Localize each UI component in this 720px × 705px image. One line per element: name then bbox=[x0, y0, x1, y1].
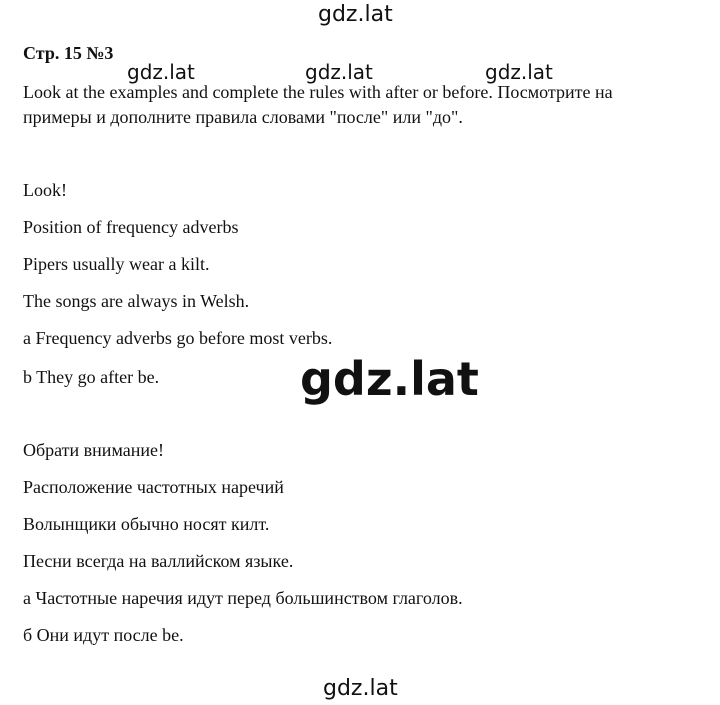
page-heading: Стр. 15 №3 bbox=[23, 43, 114, 63]
russian-line-rule-a: а Частотные наречия идут перед большинством глаголов. bbox=[23, 588, 463, 608]
english-line-rule-a: a Frequency adverbs go before most verbs. bbox=[23, 328, 333, 348]
intro-line-2: примеры и дополните правила словами "после" или "до". bbox=[23, 107, 463, 127]
russian-line-position: Расположение частотных наречий bbox=[23, 477, 284, 497]
watermark-small-2: gdz.lat bbox=[305, 60, 373, 84]
watermark-center: gdz.lat bbox=[300, 352, 479, 406]
english-line-position: Position of frequency adverbs bbox=[23, 217, 239, 237]
watermark-small-1: gdz.lat bbox=[127, 60, 195, 84]
watermark-bottom: gdz.lat bbox=[323, 676, 398, 701]
english-line-look: Look! bbox=[23, 180, 67, 200]
russian-line-rule-b: б Они идут после be. bbox=[23, 625, 184, 645]
english-line-example-1: Pipers usually wear a kilt. bbox=[23, 254, 210, 274]
russian-line-example-2: Песни всегда на валлийском языке. bbox=[23, 551, 294, 571]
watermark-top: gdz.lat bbox=[318, 2, 393, 27]
english-line-example-2: The songs are always in Welsh. bbox=[23, 291, 250, 311]
watermark-small-3: gdz.lat bbox=[485, 60, 553, 84]
russian-line-example-1: Волынщики обычно носят килт. bbox=[23, 514, 270, 534]
russian-line-look: Обрати внимание! bbox=[23, 440, 164, 460]
intro-line-1: Look at the examples and complete the rules with after or before. Посмотрите на bbox=[23, 82, 613, 102]
english-line-rule-b: b They go after be. bbox=[23, 367, 160, 387]
